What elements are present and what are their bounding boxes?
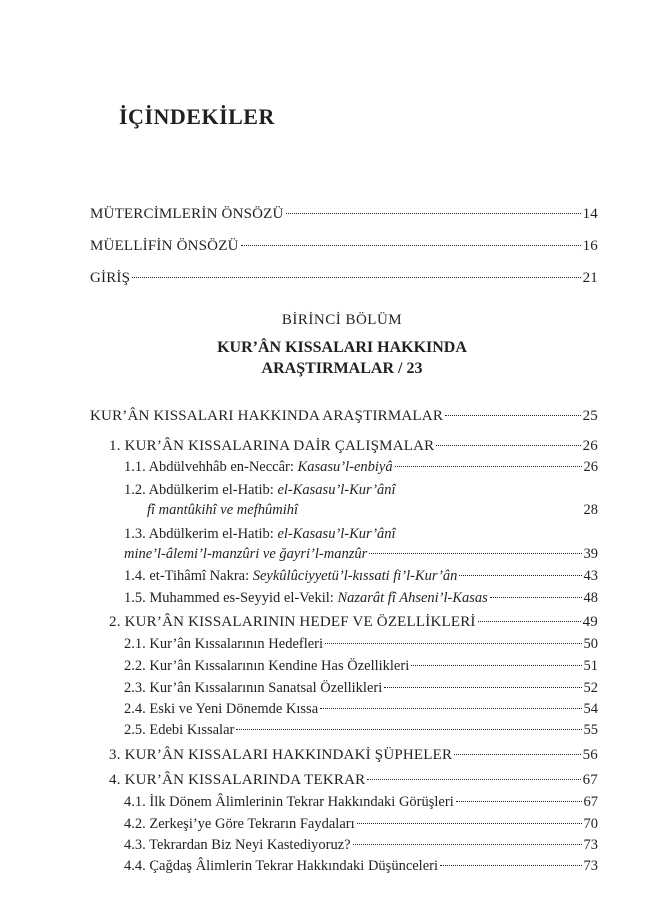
toc-page-number: 43 — [583, 568, 598, 584]
dot-leader — [454, 754, 580, 755]
toc-entry-label: 2.4. Eski ve Yeni Dönemde Kıssa — [124, 701, 319, 717]
toc-subsection-1-3-cont[interactable] — [124, 544, 598, 564]
dot-leader — [236, 729, 581, 730]
toc-entry-introduction[interactable] — [90, 268, 598, 288]
toc-entry-work-title: Seykûlûciyyetü’l-kıssati fi’l-Kur’ân — [252, 568, 458, 584]
toc-page-number: 67 — [582, 772, 598, 788]
dot-leader — [241, 245, 581, 246]
dot-leader — [459, 575, 581, 576]
toc-entry-label: 4.3. Tekrardan Biz Neyi Kastediyoruz? — [124, 837, 351, 853]
page-title: İÇİNDEKİLER — [119, 104, 275, 129]
toc-page-number: 28 — [583, 502, 598, 518]
toc-entry-label: 2.5. Edebi Kıssalar — [124, 722, 235, 738]
part-title-line1: KUR’ÂN KISSALARI HAKKINDA — [217, 339, 467, 356]
toc-page-number: 56 — [582, 747, 598, 763]
toc-page-number: 39 — [583, 546, 598, 562]
toc-entry-label: GİRİŞ — [90, 270, 131, 286]
dot-leader — [490, 597, 582, 598]
dot-leader — [357, 823, 582, 824]
toc-subsection-2-3[interactable] — [124, 678, 598, 698]
toc-entry-label: 4.4. Çağdaş Âlimlerin Tekrar Hakkındaki Düşünceleri — [124, 858, 439, 874]
toc-subsection-4-2[interactable] — [124, 814, 598, 834]
toc-entry-label: 2.2. Kur’ân Kıssalarının Kendine Has Özellikleri — [124, 658, 410, 674]
toc-subsection-4-1[interactable] — [124, 792, 598, 812]
toc-page-number: 52 — [583, 680, 598, 696]
dot-leader — [286, 213, 581, 214]
toc-page-number: 67 — [583, 794, 598, 810]
part-title-line2: ARAŞTIRMALAR / 23 — [261, 360, 423, 377]
dot-leader — [320, 708, 581, 709]
toc-page-number: 73 — [583, 837, 598, 853]
dot-leader — [478, 621, 581, 622]
dot-leader — [440, 865, 581, 866]
toc-subsection-1-5[interactable] — [124, 588, 598, 608]
dot-leader — [384, 687, 581, 688]
toc-entry-label: MÜELLİFİN ÖNSÖZÜ — [90, 238, 239, 254]
toc-subsection-1-3[interactable] — [124, 524, 598, 544]
toc-entry-work-title-cont: mine’l-âlemi’l-manzûri ve ğayri’l-manzûr — [124, 546, 368, 562]
toc-page-number: 70 — [583, 816, 598, 832]
toc-page-number: 26 — [583, 459, 598, 475]
toc-page-number: 55 — [583, 722, 598, 738]
toc-entry-label: 3. KUR’ÂN KISSALARI HAKKINDAKİ ŞÜPHELER — [109, 747, 453, 763]
toc-entry-label: 1.1. Abdülvehhâb en-Neccâr: — [124, 459, 298, 475]
toc-page-number: 16 — [582, 238, 598, 254]
toc-page-number: 26 — [582, 438, 598, 454]
toc-subsection-1-2[interactable] — [124, 480, 598, 500]
toc-section-2[interactable] — [109, 612, 598, 632]
toc-entry-work-title: Nazarât fî Ahseni’l-Kasas — [337, 590, 488, 606]
toc-page-number: 49 — [582, 614, 598, 630]
toc-entry-label: 4. KUR’ÂN KISSALARINDA TEKRAR — [109, 772, 366, 788]
toc-subsection-4-4[interactable] — [124, 856, 598, 876]
dot-leader — [436, 445, 580, 446]
toc-entry-label: 1.3. Abdülkerim el-Hatib: — [124, 526, 278, 542]
toc-page-number: 14 — [582, 206, 598, 222]
toc-section-1[interactable] — [109, 436, 598, 456]
part-title — [0, 337, 669, 379]
toc-entry-label: 2.1. Kur’ân Kıssalarının Hedefleri — [124, 636, 324, 652]
toc-page-number: 73 — [583, 858, 598, 874]
toc-entry-authors-preface[interactable] — [90, 236, 598, 256]
toc-entry-work-title: el-Kasasu’l-Kur’ânî — [277, 526, 396, 542]
dot-leader — [456, 801, 582, 802]
dot-leader — [369, 553, 581, 554]
toc-entry-label: 2.3. Kur’ân Kıssalarının Sanatsal Özellikleri — [124, 680, 383, 696]
toc-subsection-2-4[interactable] — [124, 699, 598, 719]
toc-entry-label: 1. KUR’ÂN KISSALARINA DAİR ÇALIŞMALAR — [109, 438, 435, 454]
toc-section-3[interactable] — [109, 745, 598, 765]
toc-entry-label: 4.2. Zerkeşi’ye Göre Tekrarın Faydaları — [124, 816, 355, 832]
toc-entry-chapter[interactable] — [90, 406, 598, 426]
toc-entry-translators-preface[interactable] — [90, 204, 598, 224]
toc-page-number: 51 — [583, 658, 598, 674]
toc-subsection-2-5[interactable] — [124, 720, 598, 740]
toc-section-4[interactable] — [109, 770, 598, 790]
toc-page-number: 50 — [583, 636, 598, 652]
toc-entry-label: MÜTERCİMLERİN ÖNSÖZÜ — [90, 206, 284, 222]
dot-leader — [395, 466, 582, 467]
part-label: BİRİNCİ BÖLÜM — [281, 312, 403, 328]
toc-entry-label: 1.5. Muhammed es-Seyyid el-Vekil: — [124, 590, 338, 606]
toc-entry-label: 4.1. İlk Dönem Âlimlerinin Tekrar Hakkındaki Görüşleri — [124, 794, 454, 810]
toc-subsection-1-2-cont[interactable] — [124, 500, 598, 520]
dot-leader — [325, 643, 581, 644]
toc-subsection-2-2[interactable] — [124, 656, 598, 676]
toc-subsection-4-3[interactable] — [124, 835, 598, 855]
dot-leader — [132, 277, 580, 278]
toc-entry-label: 1.2. Abdülkerim el-Hatib: — [124, 482, 278, 498]
toc-page-number: 48 — [583, 590, 598, 606]
toc-entry-label: 1.4. et-Tihâmî Nakra: — [124, 568, 253, 584]
toc-entry-label: 2. KUR’ÂN KISSALARININ HEDEF VE ÖZELLİKLERİ — [109, 614, 476, 630]
toc-page-number: 25 — [582, 408, 598, 424]
dot-leader — [367, 779, 580, 780]
toc-subsection-1-4[interactable] — [124, 566, 598, 586]
dot-leader — [445, 415, 581, 416]
toc-subsection-1-1[interactable] — [124, 457, 598, 477]
toc-entry-work-title-cont: fî mantûkihî ve mefhûmihî — [147, 502, 299, 518]
dot-leader — [411, 665, 581, 666]
dot-leader — [353, 844, 582, 845]
toc-entry-label: KUR’ÂN KISSALARI HAKKINDA ARAŞTIRMALAR — [90, 408, 444, 424]
toc-page-number: 21 — [582, 270, 598, 286]
toc-subsection-2-1[interactable] — [124, 634, 598, 654]
toc-entry-work-title: el-Kasasu’l-Kur’ânî — [277, 482, 396, 498]
toc-entry-work-title: Kasasu’l-enbiyâ — [297, 459, 393, 475]
toc-page-number: 54 — [583, 701, 598, 717]
